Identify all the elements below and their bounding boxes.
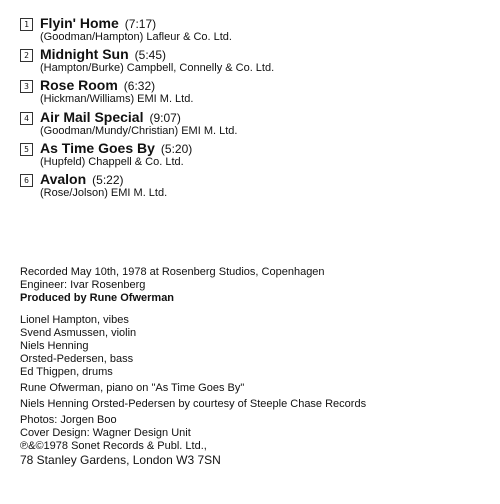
track-number-box: 2 [20, 49, 33, 62]
track-item [20, 108, 490, 139]
track-duration: (7:17) [124, 17, 157, 31]
track-credit: (Rose/Jolson) EMI M. Ltd. [40, 186, 168, 199]
track-item [20, 170, 490, 201]
track-credit: (Goodman/Hampton) Lafleur & Co. Ltd. [40, 31, 232, 43]
track-title: As Time Goes By [40, 139, 155, 156]
track-number-box: 6 [20, 174, 33, 187]
track-item [20, 76, 490, 107]
track-title: Flyin' Home [40, 15, 119, 31]
track-title: Midnight Sun [40, 46, 129, 63]
album-credits [20, 266, 490, 467]
track-number-box: 1 [20, 18, 33, 31]
track-duration: (5:45) [134, 48, 167, 63]
track-title: Avalon [40, 170, 87, 187]
engineer-credit: Engineer: Ivar Rosenberg [20, 279, 146, 291]
track-duration: (5:20) [160, 141, 193, 156]
guest-credit: Rune Ofwerman, piano on "As Time Goes By" [20, 382, 245, 394]
recording-info: Recorded May 10th, 1978 at Rosenberg Studios, Copenhagen [20, 266, 325, 278]
publisher-address: 78 Stanley Gardens, London W3 7SN [20, 453, 221, 467]
track-list [20, 14, 490, 201]
track-credit: (Hupfeld) Chappell & Co. Ltd. [40, 155, 184, 168]
personnel-item: Niels Henning [20, 340, 89, 352]
track-duration: (9:07) [149, 110, 181, 125]
personnel-item: Svend Asmussen, violin [20, 327, 137, 339]
producer-credit: Produced by Rune Ofwerman [20, 292, 175, 304]
track-title: Rose Room [40, 77, 118, 94]
spacer [20, 305, 490, 314]
personnel-item: Lionel Hampton, vibes [20, 314, 129, 326]
track-credit: (Goodman/Mundy/Christian) EMI M. Ltd. [40, 124, 238, 137]
track-credit: (Hickman/Williams) EMI M. Ltd. [40, 93, 194, 106]
track-credit: (Hampton/Burke) Campbell, Connelly & Co. Ltd. [40, 62, 275, 75]
track-number-box: 3 [20, 80, 33, 93]
personnel-item: Ed Thigpen, drums [20, 366, 113, 378]
track-duration: (5:22) [92, 172, 124, 187]
track-title: Air Mail Special [40, 108, 144, 125]
cover-credit: Cover Design: Wagner Design Unit [20, 427, 191, 439]
track-item [20, 139, 490, 170]
track-number-box: 4 [20, 112, 33, 125]
personnel-item: Orsted-Pedersen, bass [20, 353, 134, 365]
track-duration: (6:32) [123, 79, 156, 94]
photo-credit: Photos: Jorgen Boo [20, 414, 117, 426]
track-number-box: 5 [20, 143, 33, 156]
courtesy-credit: Niels Henning Orsted-Pedersen by courtesy of Steeple Chase Records [20, 398, 367, 410]
track-item [20, 14, 490, 45]
track-item [20, 45, 490, 76]
copyright-notice: ℗&©1978 Sonet Records & Publ. Ltd., [20, 440, 207, 452]
